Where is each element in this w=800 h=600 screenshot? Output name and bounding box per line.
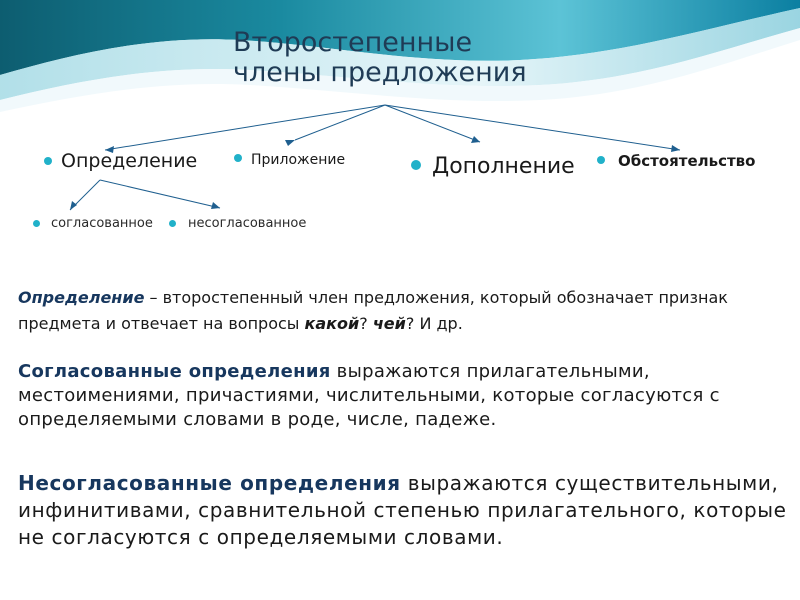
agreed-term: Согласованные определения: [18, 361, 331, 382]
bullet-icon: [411, 160, 421, 170]
unagreed-text: выражаются существительными, инфинитивами, сравнительной степенью прилагательного, которые не согласуются с определяемыми словами.: [18, 471, 787, 549]
unagreed-paragraph: [18, 470, 793, 551]
subbranch-unagreed: несогласованное: [188, 216, 307, 231]
branch-adverbial: Обстоятельство: [618, 152, 756, 170]
definition-paragraph: [18, 285, 793, 337]
agreed-text: выражаются прилагательными, местоимениями, причастиями, числительными, которые согласуются с определяемыми словами в роде, числе, падеже.: [18, 361, 720, 430]
question-separator: ?: [359, 314, 373, 333]
question-whose: чей: [372, 314, 406, 333]
branch-definition: Определение: [61, 150, 198, 172]
branch-object: Дополнение: [432, 154, 575, 179]
agreed-paragraph: [18, 360, 793, 432]
bullet-icon: [234, 154, 242, 162]
bullet-icon: [33, 220, 40, 227]
question-which: какой: [304, 314, 360, 333]
bullet-icon: [169, 220, 176, 227]
definition-text: – второстепенный член предложения, который обозначает признак предмета и отвечает на вопросы: [18, 288, 728, 333]
branch-appendix: Приложение: [251, 152, 346, 168]
slide-title: Второстепенные члены предложения: [233, 27, 527, 88]
definition-tail: ? И др.: [405, 314, 463, 333]
bullet-icon: [44, 157, 52, 165]
unagreed-term: Несогласованные определения: [18, 471, 401, 495]
definition-term: Определение: [18, 288, 145, 307]
subbranch-agreed: согласованное: [51, 216, 153, 231]
bullet-icon: [597, 156, 605, 164]
